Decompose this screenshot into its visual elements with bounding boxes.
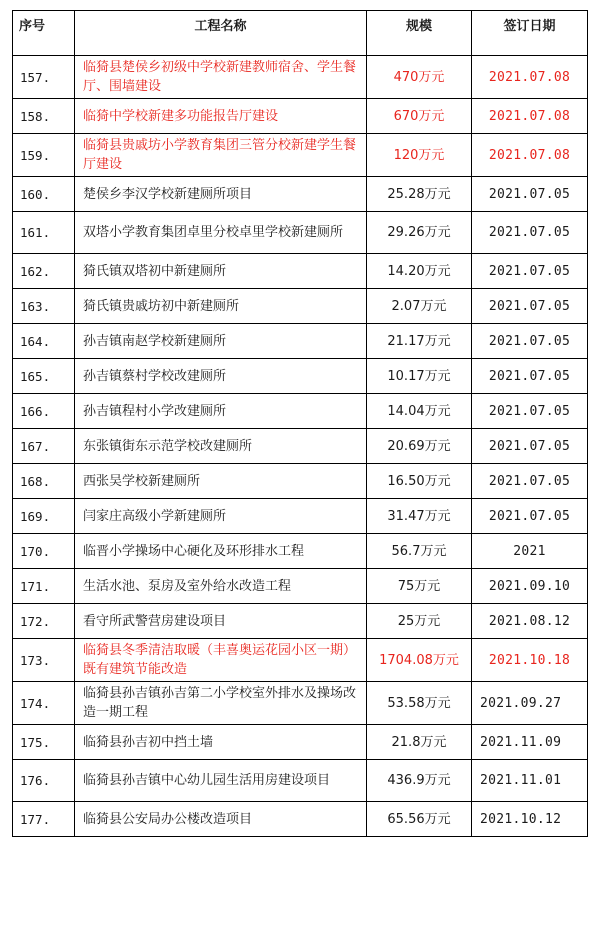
table-row — [13, 639, 588, 682]
row-sign-date: 2021.07.05 — [472, 394, 588, 429]
row-serial-number: 157. — [13, 56, 75, 99]
row-sign-date: 2021.10.18 — [472, 639, 588, 682]
row-project-name: 孙吉镇南赵学校新建厕所 — [75, 324, 367, 359]
table-row — [13, 134, 588, 177]
header-project-name: 工程名称 — [75, 11, 367, 56]
row-scale: 53.58万元 — [367, 682, 472, 725]
row-sign-date: 2021.07.05 — [472, 324, 588, 359]
row-serial-number: 173. — [13, 639, 75, 682]
header-sign-date: 签订日期 — [472, 11, 588, 56]
row-project-name: 临晋小学操场中心硬化及环形排水工程 — [75, 534, 367, 569]
row-project-name: 临猗县孙吉初中挡土墙 — [75, 725, 367, 760]
row-serial-number: 160. — [13, 177, 75, 212]
table-row — [13, 802, 588, 837]
row-project-name: 看守所武警营房建设项目 — [75, 604, 367, 639]
row-scale: 25.28万元 — [367, 177, 472, 212]
table-row — [13, 177, 588, 212]
row-project-name: 生活水池、泵房及室外给水改造工程 — [75, 569, 367, 604]
row-scale: 14.04万元 — [367, 394, 472, 429]
row-sign-date: 2021.07.08 — [472, 56, 588, 99]
table-row — [13, 359, 588, 394]
row-sign-date: 2021.07.05 — [472, 359, 588, 394]
table-row — [13, 99, 588, 134]
table-header-row — [13, 11, 588, 56]
row-sign-date: 2021.11.01 — [472, 760, 588, 802]
row-scale: 75万元 — [367, 569, 472, 604]
row-scale: 10.17万元 — [367, 359, 472, 394]
row-serial-number: 166. — [13, 394, 75, 429]
row-scale: 14.20万元 — [367, 254, 472, 289]
row-serial-number: 167. — [13, 429, 75, 464]
table-row — [13, 569, 588, 604]
row-serial-number: 172. — [13, 604, 75, 639]
row-sign-date: 2021.09.10 — [472, 569, 588, 604]
row-scale: 1704.08万元 — [367, 639, 472, 682]
row-sign-date: 2021 — [472, 534, 588, 569]
row-sign-date: 2021.07.05 — [472, 212, 588, 254]
table-row — [13, 429, 588, 464]
row-scale: 29.26万元 — [367, 212, 472, 254]
contract-table — [12, 10, 588, 837]
row-serial-number: 171. — [13, 569, 75, 604]
row-serial-number: 168. — [13, 464, 75, 499]
row-project-name: 猗氏镇双塔初中新建厕所 — [75, 254, 367, 289]
row-scale: 436.9万元 — [367, 760, 472, 802]
row-scale: 120万元 — [367, 134, 472, 177]
header-scale: 规模 — [367, 11, 472, 56]
row-project-name: 临猗县孙吉镇孙吉第二小学校室外排水及操场改造一期工程 — [75, 682, 367, 725]
row-sign-date: 2021.11.09 — [472, 725, 588, 760]
table-row — [13, 760, 588, 802]
row-project-name: 双塔小学教育集团卓里分校卓里学校新建厕所 — [75, 212, 367, 254]
row-scale: 21.17万元 — [367, 324, 472, 359]
row-serial-number: 169. — [13, 499, 75, 534]
row-sign-date: 2021.07.08 — [472, 134, 588, 177]
row-serial-number: 170. — [13, 534, 75, 569]
table-row — [13, 56, 588, 99]
contract-table-container — [12, 10, 587, 837]
header-serial-number: 序号 — [13, 11, 75, 56]
row-sign-date: 2021.07.05 — [472, 289, 588, 324]
row-sign-date: 2021.09.27 — [472, 682, 588, 725]
row-sign-date: 2021.10.12 — [472, 802, 588, 837]
row-serial-number: 175. — [13, 725, 75, 760]
row-sign-date: 2021.07.05 — [472, 499, 588, 534]
row-scale: 25万元 — [367, 604, 472, 639]
row-project-name: 孙吉镇程村小学改建厕所 — [75, 394, 367, 429]
row-serial-number: 177. — [13, 802, 75, 837]
row-serial-number: 162. — [13, 254, 75, 289]
row-sign-date: 2021.07.05 — [472, 464, 588, 499]
row-project-name: 临猗县公安局办公楼改造项目 — [75, 802, 367, 837]
row-serial-number: 158. — [13, 99, 75, 134]
table-row — [13, 725, 588, 760]
row-scale: 31.47万元 — [367, 499, 472, 534]
table-row — [13, 464, 588, 499]
row-project-name: 临猗县孙吉镇中心幼儿园生活用房建设项目 — [75, 760, 367, 802]
row-project-name: 临猗县楚侯乡初级中学校新建教师宿舍、学生餐厅、围墙建设 — [75, 56, 367, 99]
row-project-name: 临猗县贵戚坊小学教育集团三管分校新建学生餐厅建设 — [75, 134, 367, 177]
table-body — [13, 56, 588, 837]
table-row — [13, 394, 588, 429]
table-row — [13, 604, 588, 639]
row-scale: 16.50万元 — [367, 464, 472, 499]
row-scale: 20.69万元 — [367, 429, 472, 464]
row-scale: 470万元 — [367, 56, 472, 99]
row-serial-number: 159. — [13, 134, 75, 177]
row-project-name: 临猗中学校新建多功能报告厅建设 — [75, 99, 367, 134]
row-serial-number: 165. — [13, 359, 75, 394]
row-project-name: 东张镇街东示范学校改建厕所 — [75, 429, 367, 464]
row-scale: 2.07万元 — [367, 289, 472, 324]
row-serial-number: 163. — [13, 289, 75, 324]
table-row — [13, 254, 588, 289]
table-row — [13, 324, 588, 359]
row-project-name: 西张吴学校新建厕所 — [75, 464, 367, 499]
row-serial-number: 174. — [13, 682, 75, 725]
row-project-name: 猗氏镇贵戚坊初中新建厕所 — [75, 289, 367, 324]
table-row — [13, 289, 588, 324]
row-sign-date: 2021.08.12 — [472, 604, 588, 639]
row-serial-number: 164. — [13, 324, 75, 359]
row-project-name: 孙吉镇蔡村学校改建厕所 — [75, 359, 367, 394]
row-serial-number: 176. — [13, 760, 75, 802]
table-row — [13, 534, 588, 569]
row-scale: 65.56万元 — [367, 802, 472, 837]
row-project-name: 楚侯乡李汉学校新建厕所项目 — [75, 177, 367, 212]
table-row — [13, 682, 588, 725]
table-row — [13, 499, 588, 534]
row-sign-date: 2021.07.08 — [472, 99, 588, 134]
table-row — [13, 212, 588, 254]
row-sign-date: 2021.07.05 — [472, 429, 588, 464]
row-scale: 670万元 — [367, 99, 472, 134]
row-sign-date: 2021.07.05 — [472, 177, 588, 212]
row-project-name: 临猗县冬季清洁取暖（丰喜奥运花园小区一期）既有建筑节能改造 — [75, 639, 367, 682]
row-scale: 21.8万元 — [367, 725, 472, 760]
row-project-name: 闫家庄高级小学新建厕所 — [75, 499, 367, 534]
row-scale: 56.7万元 — [367, 534, 472, 569]
row-serial-number: 161. — [13, 212, 75, 254]
row-sign-date: 2021.07.05 — [472, 254, 588, 289]
